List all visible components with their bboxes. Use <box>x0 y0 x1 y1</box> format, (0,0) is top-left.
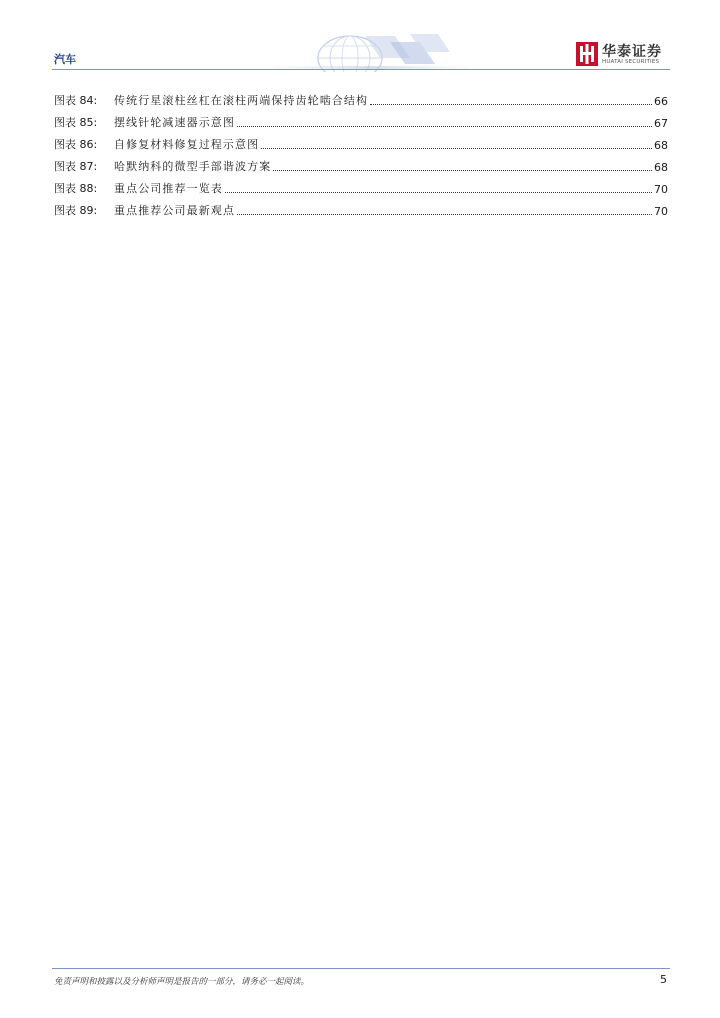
toc-leader <box>273 170 652 171</box>
toc-page: 66 <box>654 95 668 108</box>
toc-leader <box>237 214 652 215</box>
page-number: 5 <box>660 973 667 986</box>
toc-label: 图表 84: <box>54 94 98 107</box>
toc-title: 重点推荐公司最新观点 <box>114 204 235 217</box>
section-label: 汽车 <box>54 53 76 66</box>
toc-row[interactable] <box>54 152 668 174</box>
toc-page: 70 <box>654 183 668 196</box>
toc-label: 图表 87: <box>54 160 98 173</box>
toc-title: 自修复材料修复过程示意图 <box>114 138 260 151</box>
toc-page: 68 <box>654 161 668 174</box>
toc-row[interactable] <box>54 130 668 152</box>
header-divider <box>52 69 670 70</box>
toc-page: 68 <box>654 139 668 152</box>
header-globe-graphic <box>270 28 470 72</box>
logo-chinese-name: 华泰证券 <box>602 44 662 60</box>
toc-title: 哈默纳科的微型手部谐波方案 <box>114 160 272 173</box>
toc-page: 67 <box>654 117 668 130</box>
logo-english-name: HUATAI SECURITIES <box>602 59 660 65</box>
toc-leader <box>237 126 652 127</box>
toc-row[interactable] <box>54 108 668 130</box>
toc-row[interactable] <box>54 174 668 196</box>
huatai-logo <box>576 42 672 68</box>
toc-page: 70 <box>654 205 668 218</box>
toc-title: 传统行星滚柱丝杠在滚柱两端保持齿轮啮合结构 <box>114 94 369 107</box>
huatai-logo-icon <box>576 42 598 66</box>
toc-leader <box>261 148 652 149</box>
figure-list <box>54 86 668 218</box>
toc-label: 图表 89: <box>54 204 98 217</box>
toc-label: 图表 85: <box>54 116 98 129</box>
toc-row[interactable] <box>54 86 668 108</box>
footer-disclaimer: 免责声明和披露以及分析师声明是报告的一部分，请务必一起阅读。 <box>54 977 310 987</box>
page-header <box>0 0 720 72</box>
toc-leader <box>370 104 652 105</box>
toc-row[interactable] <box>54 196 668 218</box>
footer-divider <box>52 968 670 969</box>
toc-label: 图表 88: <box>54 182 98 195</box>
toc-leader <box>225 192 652 193</box>
toc-label: 图表 86: <box>54 138 98 151</box>
toc-title: 重点公司推荐一览表 <box>114 182 223 195</box>
toc-title: 摆线针轮减速器示意图 <box>114 116 235 129</box>
